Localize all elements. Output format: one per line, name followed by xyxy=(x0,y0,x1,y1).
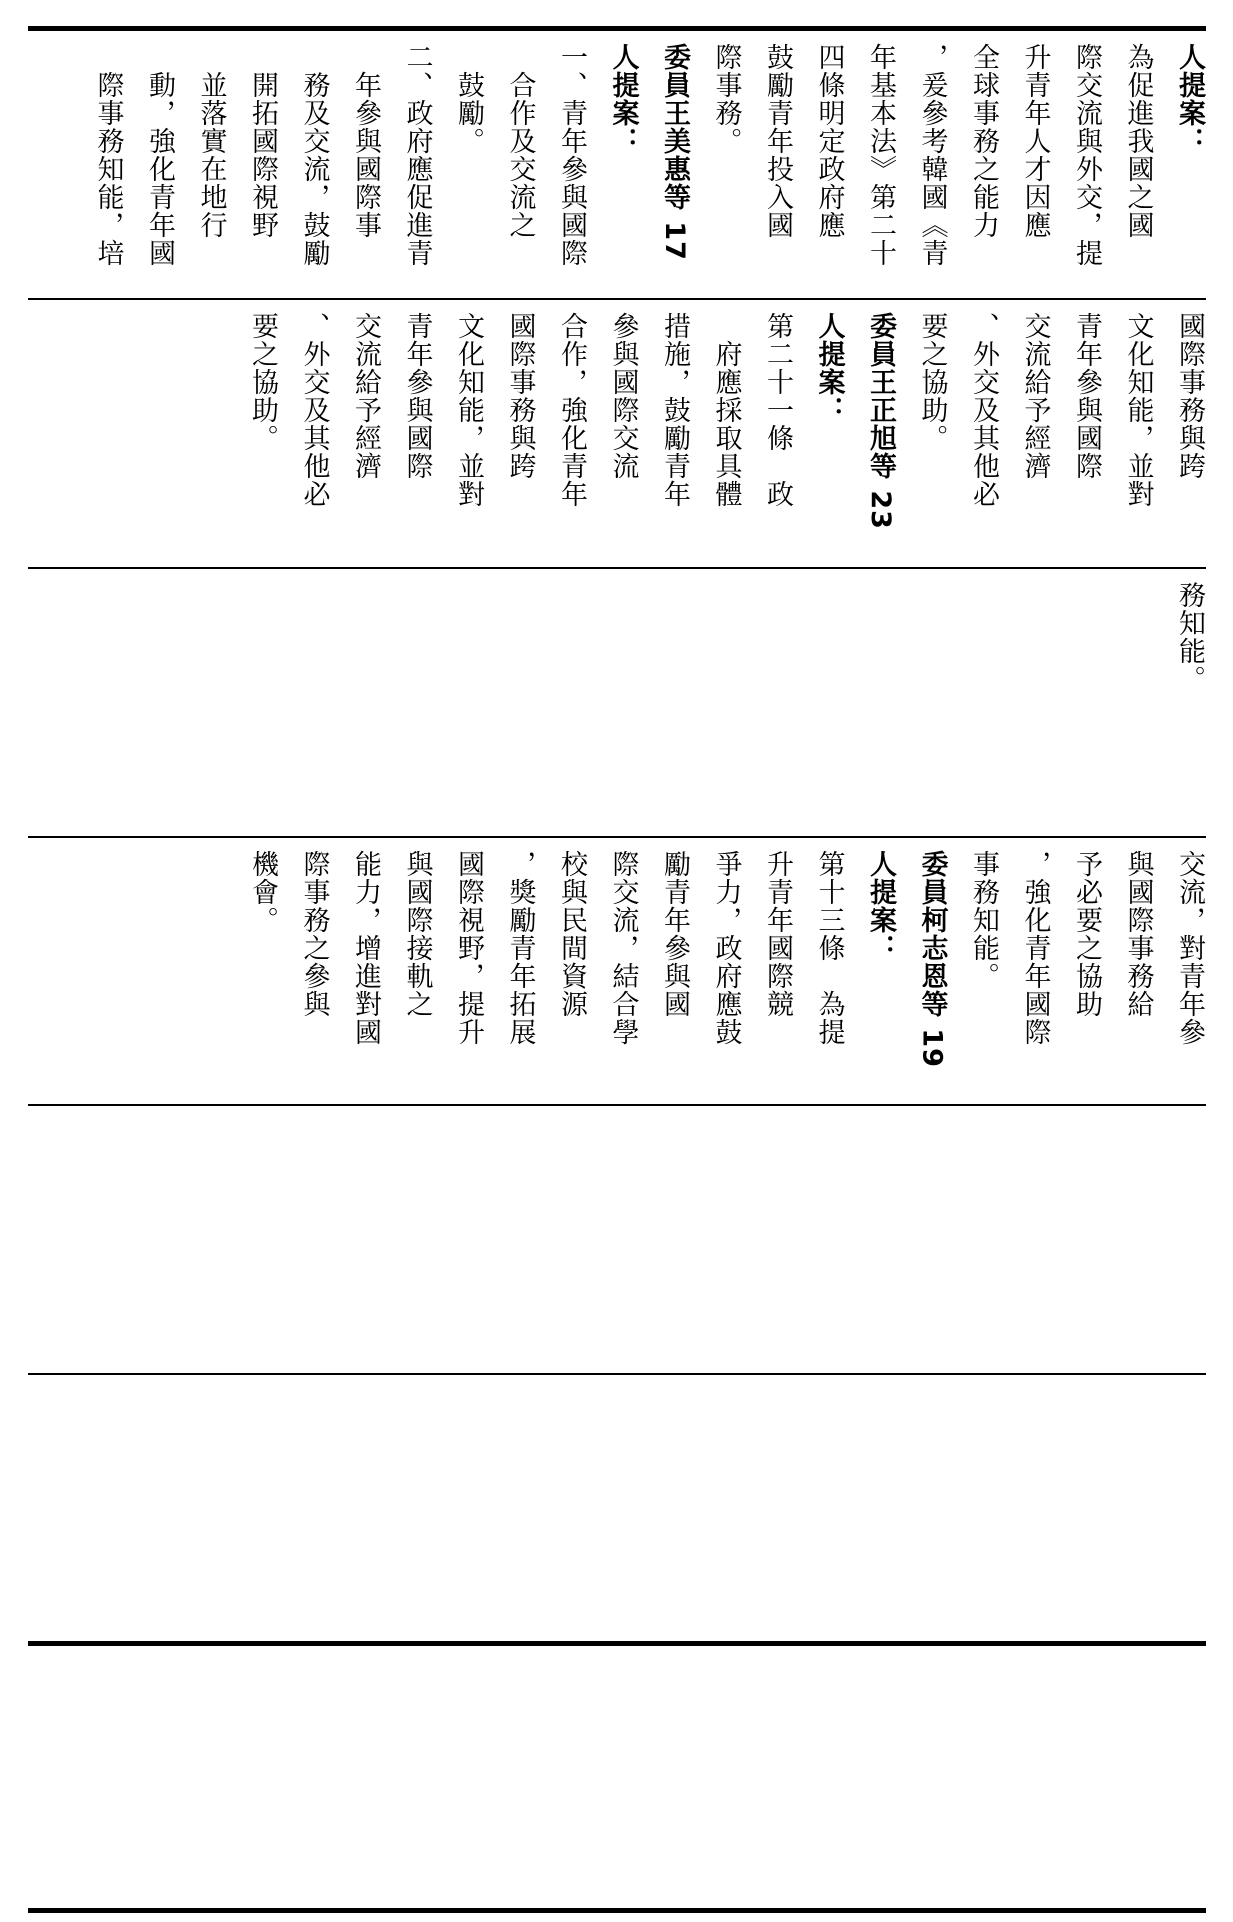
table-row xyxy=(28,1646,1206,1908)
proposer-heading: 委員王美惠等 17 xyxy=(659,43,690,261)
text-column: 青年參與國際 xyxy=(401,312,433,480)
text-column: 機會。 xyxy=(247,850,278,934)
proposer-heading: 人提案： xyxy=(607,43,639,155)
text-column: 年基本法》第二十 xyxy=(865,43,896,267)
text-column: 第十三條 為提 xyxy=(813,850,845,1046)
text-column: 際事務知能，培 xyxy=(92,43,124,267)
text-column: 鼓勵青年投入國 xyxy=(762,43,793,239)
text-column: 交流給予經濟 xyxy=(1019,312,1051,480)
table-row xyxy=(28,31,1206,298)
text-column: 第二十一條 政 xyxy=(762,312,793,508)
text-column: 際交流與外交，提 xyxy=(1071,43,1102,267)
text-column: 合作，強化青年 xyxy=(556,312,587,508)
text-column: 際事務。 xyxy=(710,43,742,155)
text-column: 青年參與國際 xyxy=(1071,312,1102,480)
text-column: 國際視野，提升 xyxy=(453,850,484,1046)
text-column: 府應採取具體 xyxy=(710,312,742,508)
text-column: 國際事務與跨 xyxy=(1174,312,1205,480)
table-row xyxy=(28,838,1206,1104)
text-column: 年參與國際事 xyxy=(350,43,381,239)
table-row xyxy=(28,569,1206,836)
text-column: 合作及交流之 xyxy=(504,43,536,239)
text-column: 交流給予經濟 xyxy=(350,312,381,480)
text-column: 爭力，政府應鼓 xyxy=(710,850,742,1046)
text-column: 文化知能，並對 xyxy=(453,312,484,508)
text-column: 能力，增進對國 xyxy=(350,850,381,1046)
text-column: 予必要之協助 xyxy=(1071,850,1102,1018)
text-column: 校與民間資源 xyxy=(556,850,587,1018)
text-column: 、外交及其他必 xyxy=(968,312,999,508)
text-column: 、外交及其他必 xyxy=(298,312,330,508)
text-column: 升青年人才因應 xyxy=(1019,43,1051,239)
proposer-heading: 委員王正旭等 23 xyxy=(865,312,896,530)
text-column: 升青年國際競 xyxy=(762,850,793,1018)
text-column: 鼓勵。 xyxy=(453,43,484,155)
text-column: ，爰參考韓國《青 xyxy=(916,43,948,267)
text-column: 要之協助。 xyxy=(916,312,948,452)
text-column: 務及交流，鼓勵 xyxy=(298,43,330,267)
proposer-heading: 委員柯志恩等 19 xyxy=(916,850,948,1068)
text-column: 措施，鼓勵青年 xyxy=(659,312,690,508)
text-column: 二、政府應促進青 xyxy=(401,43,433,267)
text-column: 開拓國際視野 xyxy=(247,43,278,239)
text-column: 交流，對青年參 xyxy=(1174,850,1205,1046)
text-column: 務知能。 xyxy=(1174,581,1205,693)
text-column: 國際事務與跨 xyxy=(504,312,536,480)
text-column: 要之協助。 xyxy=(247,312,278,452)
text-column: ，獎勵青年拓展 xyxy=(504,850,536,1046)
text-column: 一、青年參與國際 xyxy=(556,43,587,267)
text-column: ，強化青年國際 xyxy=(1019,850,1051,1046)
text-column: 與國際事務給 xyxy=(1122,850,1154,1018)
text-column: 為促進我國之國 xyxy=(1122,43,1154,239)
proposer-heading: 人提案： xyxy=(865,850,896,962)
proposer-heading: 人提案： xyxy=(813,312,845,424)
text-column: 動，強化青年國 xyxy=(144,43,175,267)
text-column: 際事務之參與 xyxy=(298,850,330,1018)
proposer-heading: 人提案： xyxy=(1174,43,1205,155)
table-row xyxy=(28,300,1206,567)
text-column: 勵青年參與國 xyxy=(659,850,690,1018)
text-column: 文化知能，並對 xyxy=(1122,312,1154,508)
table-row xyxy=(28,1106,1206,1373)
text-column: 與國際接軌之 xyxy=(401,850,433,1018)
text-column: 並落實在地行 xyxy=(195,43,227,239)
text-column: 事務知能。 xyxy=(968,850,999,990)
table-row xyxy=(28,1375,1206,1641)
text-column: 四條明定政府應 xyxy=(813,43,845,239)
text-column: 參與國際交流 xyxy=(607,312,639,480)
text-column: 全球事務之能力 xyxy=(968,43,999,239)
text-column: 際交流，結合學 xyxy=(607,850,639,1046)
bottom-rule xyxy=(28,1908,1206,1913)
